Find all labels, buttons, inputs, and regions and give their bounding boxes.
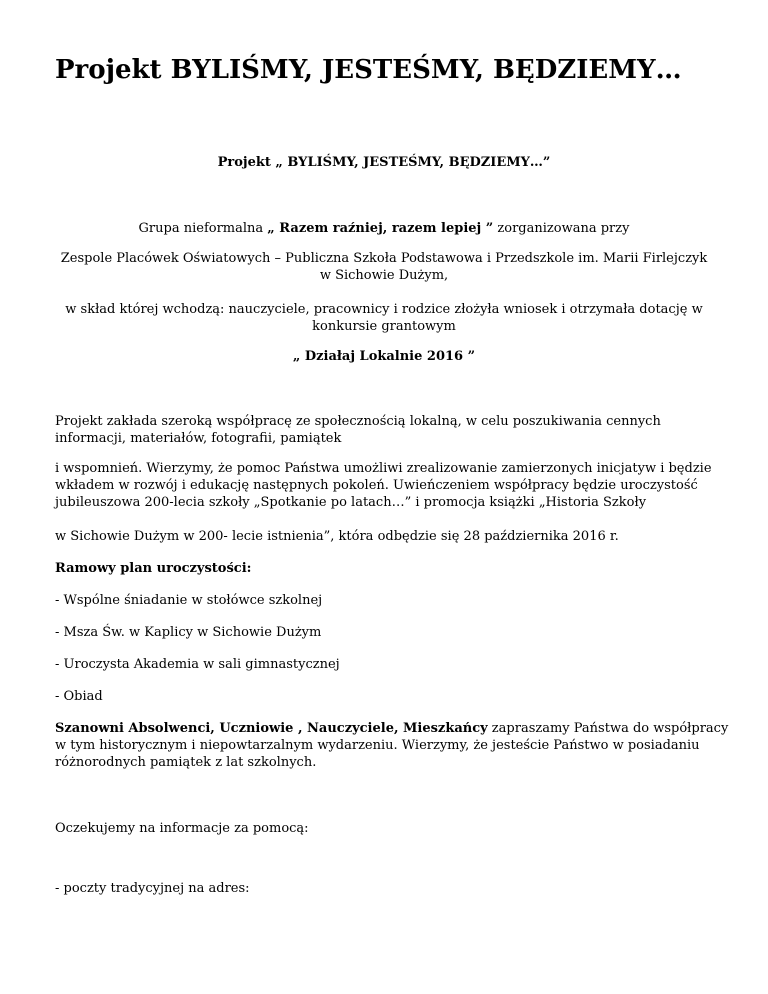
document-title: Projekt BYLIŚMY, JESTEŚMY, BĘDZIEMY… — [55, 55, 682, 85]
body-paragraph-1: Projekt zakłada szeroką współpracę ze społecznością lokalną, w celu poszukiwania cennych informacji, materiałów, fotografii, pamiątek — [55, 414, 661, 446]
body-paragraph-2: i wspomnień. Wierzymy, że pomoc Państwa umożliwi zrealizowanie zamierzonych inicjatyw i będzie wkładem w rozwój i edukację następnych pokoleń. Uwieńczeniem współpracy będzie uroczystość jubileuszowa 200-lecia szkoły „Spotkanie po latach…” i promocja książki „Historia Szkoły — [55, 461, 712, 510]
plan-item: - Obiad — [55, 689, 103, 704]
school-paragraph: Zespole Placówek Oświatowych – Publiczna Szkoła Podstawowa i Przedszkole im. Marii Firlejczyk w Sichowie Dużym, — [60, 251, 708, 283]
contact-intro: Oczekujemy na informacje za pomocą: — [55, 821, 309, 836]
plan-item: - Uroczysta Akademia w sali gimnastycznej — [55, 657, 340, 672]
invitation-paragraph — [55, 720, 735, 771]
invitation-addressees: Szanowni Absolwenci, Uczniowie , Nauczyciele, Mieszkańcy — [55, 721, 488, 736]
group-prefix: Grupa nieformalna — [138, 221, 268, 236]
plan-heading: Ramowy plan uroczystości: — [55, 561, 252, 576]
group-paragraph — [60, 220, 708, 237]
plan-item: - Msza Św. w Kaplicy w Sichowie Dużym — [55, 625, 322, 640]
group-name: „ Razem raźniej, razem lepiej ” — [267, 221, 494, 236]
contact-mail: - poczty tradycyjnej na adres: — [55, 881, 250, 896]
project-subtitle: Projekt „ BYLIŚMY, JESTEŚMY, BĘDZIEMY…” — [217, 155, 551, 170]
contest-name: „ Działaj Lokalnie 2016 ” — [292, 349, 476, 364]
invitation-text: zapraszamy Państwa do współpracy w tym historycznym i niepowtarzalnym wydarzeniu. Wierzymy, że jesteście Państwo w posiadaniu różnorodnych pamiątek z lat szkolnych. — [55, 721, 729, 770]
plan-item: - Wspólne śniadanie w stołówce szkolnej — [55, 593, 323, 608]
members-paragraph: w skład której wchodzą: nauczyciele, pracownicy i rodzice złożyła wniosek i otrzymała dotację w konkursie grantowym — [65, 302, 703, 334]
body-paragraph-3: w Sichowie Dużym w 200- lecie istnienia”, która odbędzie się 28 października 2016 r. — [55, 529, 619, 544]
group-suffix: zorganizowana przy — [493, 221, 630, 236]
